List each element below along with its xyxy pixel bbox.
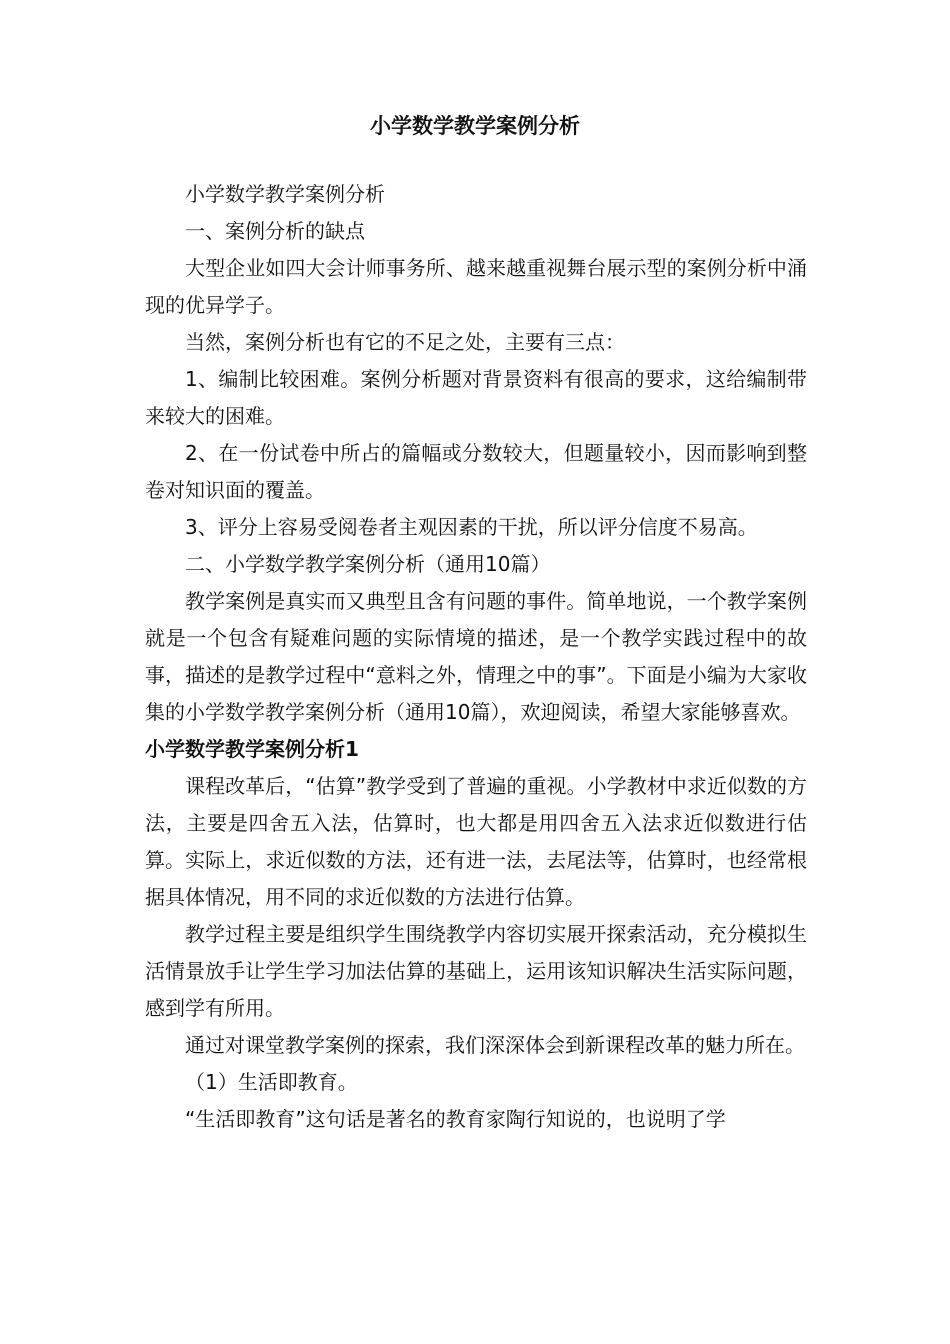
paragraph-section-two-heading: 二、小学数学教学案例分析（通用10篇） <box>185 552 551 576</box>
paragraph: 当然，案例分析也有它的不足之处，主要有三点： <box>185 330 625 354</box>
paragraph: 教学过程主要是组织学生围绕教学内容切实展开探索活动，充分模拟生活情景放手让学生学习加法估算的基础上，运用该知识解决生活实际问题，感到学有所用。 <box>145 922 807 1020</box>
document-body <box>145 176 807 1138</box>
paragraph-point-2: 2、在一份试卷中所占的篇幅或分数较大，但题量较小，因而影响到整卷对知识面的覆盖。 <box>145 441 807 502</box>
document-title: 小学数学教学案例分析 <box>370 114 580 138</box>
paragraph-point-1: 1、编制比较困难。案例分析题对背景资料有很高的要求，这给编制带来较大的困难。 <box>145 367 807 428</box>
paragraph-section-one-heading: 一、案例分析的缺点 <box>185 219 365 243</box>
paragraph-subtitle: 小学数学教学案例分析 <box>185 182 385 206</box>
paragraph-intro: 教学案例是真实而又典型且含有问题的事件。简单地说，一个教学案例就是一个包含有疑难问题的实际情境的描述，是一个教学实践过程中的故事，描述的是教学过程中“意料之外，情理之中的事”。下面是小编为大家收集的小学数学教学案例分析（通用10篇），欢迎阅读，希望大家能够喜欢。 <box>145 589 807 724</box>
paragraph: 大型企业如四大会计师事务所、越来越重视舞台展示型的案例分析中涌现的优异学子。 <box>145 256 807 317</box>
paragraph: 通过对课堂教学案例的探索，我们深深体会到新课程改革的魅力所在。 <box>185 1033 805 1057</box>
paragraph: “生活即教育”这句话是著名的教育家陶行知说的，也说明了学 <box>185 1107 726 1131</box>
section-1-heading: 小学数学教学案例分析1 <box>145 737 359 761</box>
paragraph: 课程改革后，“估算”教学受到了普遍的重视。小学教材中求近似数的方法，主要是四舍五入法，估算时，也大都是用四舍五入法求近似数进行估算。实际上，求近似数的方法，还有进一法，去尾法等，估算时，也经常根据具体情况，用不同的求近似数的方法进行估算。 <box>145 774 807 909</box>
paragraph-point-3: 3、评分上容易受阅卷者主观因素的干扰，所以评分信度不易高。 <box>185 515 758 539</box>
paragraph-subheading: （1）生活即教育。 <box>185 1070 358 1094</box>
